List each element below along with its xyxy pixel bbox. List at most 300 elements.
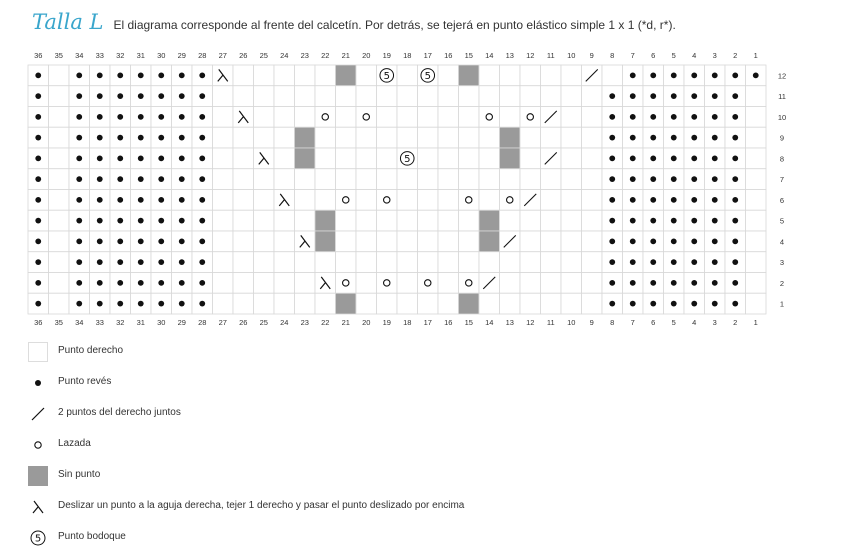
chart-cell xyxy=(746,273,767,294)
chart-cell xyxy=(459,169,480,190)
chart-cell xyxy=(254,190,275,211)
purl-dot-mark xyxy=(691,259,697,265)
purl-dot-mark xyxy=(158,259,164,265)
column-number-bottom: 34 xyxy=(75,318,84,327)
purl-dot-mark xyxy=(35,93,41,99)
chart-cell xyxy=(356,65,377,86)
purl-dot-mark xyxy=(76,218,82,224)
purl-dot-mark xyxy=(97,155,103,161)
chart-cell xyxy=(397,293,418,314)
chart-cell xyxy=(274,107,295,128)
purl-dot-mark xyxy=(138,93,144,99)
chart-cell xyxy=(356,148,377,169)
purl-dot-mark xyxy=(691,218,697,224)
circle-icon xyxy=(28,435,48,455)
column-number-top: 15 xyxy=(464,51,473,60)
chart-cell xyxy=(582,231,603,252)
chart-cell xyxy=(397,252,418,273)
chart-cell xyxy=(746,86,767,107)
chart-cell xyxy=(541,210,562,231)
chart-cell xyxy=(315,107,336,128)
slash-icon xyxy=(28,404,48,424)
purl-dot-mark xyxy=(97,280,103,286)
chart-cell xyxy=(295,107,316,128)
chart-cell xyxy=(418,169,439,190)
column-number-top: 28 xyxy=(198,51,207,60)
column-number-bottom: 6 xyxy=(651,318,656,327)
chart-cell xyxy=(561,148,582,169)
legend-item-bobble xyxy=(28,528,628,548)
row-number: 4 xyxy=(779,237,785,247)
column-number-top: 18 xyxy=(403,51,412,60)
chart-cell xyxy=(459,107,480,128)
purl-dot-mark xyxy=(97,301,103,307)
purl-dot-mark xyxy=(97,93,103,99)
purl-dot-mark xyxy=(732,176,738,182)
row-number: 8 xyxy=(779,154,785,164)
purl-dot-mark xyxy=(97,176,103,182)
chart-cell xyxy=(315,169,336,190)
purl-dot-mark xyxy=(158,114,164,120)
chart-cell xyxy=(213,169,234,190)
purl-dot-mark xyxy=(76,176,82,182)
chart-cell xyxy=(746,127,767,148)
chart-cell xyxy=(541,252,562,273)
row-number: 6 xyxy=(779,195,785,205)
purl-dot-mark xyxy=(609,280,615,286)
purl-dot-mark xyxy=(138,301,144,307)
chart-cell xyxy=(213,148,234,169)
chart-cell xyxy=(233,127,254,148)
chart-cell xyxy=(541,273,562,294)
purl-dot-mark xyxy=(179,93,185,99)
purl-dot-mark xyxy=(650,155,656,161)
purl-dot-mark xyxy=(76,259,82,265)
column-number-bottom: 24 xyxy=(280,318,289,327)
chart-cell xyxy=(746,169,767,190)
purl-dot-mark xyxy=(671,259,677,265)
column-number-top: 35 xyxy=(54,51,63,60)
chart-cell xyxy=(315,65,336,86)
chart-cell xyxy=(254,107,275,128)
chart-cell xyxy=(438,127,459,148)
chart-cell xyxy=(377,210,398,231)
chart-cell xyxy=(479,190,500,211)
purl-dot-mark xyxy=(199,218,205,224)
chart-cell xyxy=(356,210,377,231)
purl-dot-mark xyxy=(609,218,615,224)
purl-dot-mark xyxy=(732,93,738,99)
chart-cell xyxy=(438,107,459,128)
purl-dot-mark xyxy=(609,93,615,99)
chart-cell xyxy=(582,169,603,190)
purl-dot-mark xyxy=(158,176,164,182)
purl-dot-mark xyxy=(712,114,718,120)
chart-cell xyxy=(479,252,500,273)
chart-cell xyxy=(213,293,234,314)
chart-cell xyxy=(295,273,316,294)
purl-dot-mark xyxy=(138,218,144,224)
chart-cell xyxy=(274,252,295,273)
chart-cell xyxy=(336,190,357,211)
purl-dot-mark xyxy=(179,72,185,78)
chart-cell xyxy=(479,127,500,148)
chart-cell xyxy=(418,107,439,128)
legend-item-purl xyxy=(28,373,628,393)
purl-dot-mark xyxy=(712,238,718,244)
purl-dot-mark xyxy=(691,176,697,182)
chart-cell xyxy=(541,231,562,252)
column-number-bottom: 16 xyxy=(444,318,453,327)
column-number-top: 4 xyxy=(692,51,697,60)
chart-cell xyxy=(315,86,336,107)
purl-dot-mark xyxy=(712,197,718,203)
chart-cell xyxy=(356,231,377,252)
chart-cell xyxy=(233,252,254,273)
purl-dot-mark xyxy=(138,72,144,78)
chart-cell xyxy=(254,65,275,86)
chart-cell xyxy=(377,127,398,148)
column-number-top: 6 xyxy=(651,51,656,60)
column-number-bottom: 26 xyxy=(239,318,248,327)
purl-dot-mark xyxy=(691,93,697,99)
chart-cell xyxy=(541,190,562,211)
chart-cell xyxy=(500,127,521,148)
column-number-bottom: 32 xyxy=(116,318,125,327)
purl-dot-mark xyxy=(650,72,656,78)
purl-dot-mark xyxy=(35,114,41,120)
chart-cell xyxy=(295,65,316,86)
chart-cell xyxy=(356,169,377,190)
chart-cell xyxy=(49,107,70,128)
chart-cell xyxy=(336,86,357,107)
purl-dot-mark xyxy=(97,197,103,203)
purl-dot-mark xyxy=(76,155,82,161)
purl-dot-mark xyxy=(732,72,738,78)
chart-cell xyxy=(459,293,480,314)
chart-cell xyxy=(418,127,439,148)
chart-cell xyxy=(274,231,295,252)
column-number-top: 24 xyxy=(280,51,289,60)
chart-cell xyxy=(274,273,295,294)
chart-cell xyxy=(520,107,541,128)
purl-dot-mark xyxy=(117,197,123,203)
chart-cell xyxy=(49,169,70,190)
chart-cell xyxy=(397,107,418,128)
empty-square-icon xyxy=(28,342,48,362)
chart-cell xyxy=(49,86,70,107)
purl-dot-mark xyxy=(97,259,103,265)
purl-dot-mark xyxy=(179,301,185,307)
chart-cell xyxy=(479,65,500,86)
chart-cell xyxy=(254,273,275,294)
column-number-bottom: 11 xyxy=(546,318,555,327)
legend-item-yo xyxy=(28,435,628,455)
purl-dot-mark xyxy=(671,135,677,141)
column-number-top: 19 xyxy=(382,51,391,60)
purl-dot-mark xyxy=(691,238,697,244)
chart-cell xyxy=(254,231,275,252)
purl-dot-mark xyxy=(35,155,41,161)
chart-cell xyxy=(213,127,234,148)
legend-label: 2 puntos del derecho juntos xyxy=(58,407,181,418)
chart-cell xyxy=(233,273,254,294)
chart-cell xyxy=(315,210,336,231)
purl-dot-mark xyxy=(712,218,718,224)
chart-cell xyxy=(582,148,603,169)
chart-cell xyxy=(541,293,562,314)
row-number: 7 xyxy=(779,175,785,185)
purl-dot-mark xyxy=(97,72,103,78)
chart-cell xyxy=(459,65,480,86)
column-number-bottom: 30 xyxy=(157,318,166,327)
purl-dot-mark xyxy=(671,72,677,78)
chart-cell xyxy=(520,169,541,190)
chart-cell xyxy=(49,65,70,86)
column-number-top: 25 xyxy=(259,51,268,60)
chart-cell xyxy=(561,127,582,148)
purl-dot-mark xyxy=(158,135,164,141)
purl-dot-mark xyxy=(199,114,205,120)
purl-dot-mark xyxy=(712,301,718,307)
purl-dot-mark xyxy=(76,238,82,244)
chart-cell xyxy=(582,252,603,273)
purl-dot-mark xyxy=(650,238,656,244)
chart-cell xyxy=(561,65,582,86)
purl-dot-mark xyxy=(712,72,718,78)
chart-cell xyxy=(254,169,275,190)
column-number-top: 22 xyxy=(321,51,330,60)
chart-cell xyxy=(315,127,336,148)
purl-dot-mark xyxy=(712,155,718,161)
chart-cell xyxy=(520,273,541,294)
column-number-top: 14 xyxy=(485,51,494,60)
purl-dot-mark xyxy=(179,259,185,265)
chart-cell xyxy=(520,148,541,169)
chart-cell xyxy=(336,148,357,169)
column-number-bottom: 36 xyxy=(34,318,43,327)
chart-cell xyxy=(746,148,767,169)
legend-item-knit xyxy=(28,342,628,362)
chart-cell xyxy=(213,107,234,128)
purl-dot-mark xyxy=(35,72,41,78)
chart-cell xyxy=(336,210,357,231)
chart-cell xyxy=(315,190,336,211)
chart-cell xyxy=(500,210,521,231)
purl-dot-mark xyxy=(732,135,738,141)
dot-icon xyxy=(28,373,48,393)
purl-dot-mark xyxy=(35,135,41,141)
column-number-bottom: 22 xyxy=(321,318,330,327)
chart-cell xyxy=(295,86,316,107)
chart-cell xyxy=(746,190,767,211)
purl-dot-mark xyxy=(35,259,41,265)
chart-cell xyxy=(500,65,521,86)
chart-cell xyxy=(561,107,582,128)
chart-cell xyxy=(295,210,316,231)
chart-cell xyxy=(233,65,254,86)
purl-dot-mark xyxy=(650,135,656,141)
chart-cell xyxy=(49,231,70,252)
column-number-top: 3 xyxy=(712,51,717,60)
chart-cell xyxy=(438,293,459,314)
purl-dot-mark xyxy=(671,155,677,161)
purl-dot-mark xyxy=(35,301,41,307)
chart-cell xyxy=(479,210,500,231)
purl-dot-mark xyxy=(117,301,123,307)
chart-cell xyxy=(479,148,500,169)
purl-dot-mark xyxy=(630,176,636,182)
column-number-bottom: 10 xyxy=(567,318,576,327)
chart-cell xyxy=(438,148,459,169)
chart-cell xyxy=(479,86,500,107)
chart-cell xyxy=(561,252,582,273)
column-number-top: 27 xyxy=(218,51,227,60)
chart-cell xyxy=(49,273,70,294)
chart-cell xyxy=(746,210,767,231)
chart-cell xyxy=(582,190,603,211)
purl-dot-mark xyxy=(199,72,205,78)
chart-cell xyxy=(233,86,254,107)
chart-cell xyxy=(315,148,336,169)
circled-five-icon xyxy=(28,528,48,548)
column-number-top: 9 xyxy=(589,51,594,60)
chart-cell xyxy=(459,273,480,294)
chart-cell xyxy=(746,252,767,273)
column-number-bottom: 4 xyxy=(692,318,697,327)
chart-cell xyxy=(397,65,418,86)
chart-cell xyxy=(541,169,562,190)
chart-cell xyxy=(397,86,418,107)
purl-dot-mark xyxy=(671,218,677,224)
column-number-bottom: 27 xyxy=(218,318,227,327)
purl-dot-mark xyxy=(179,218,185,224)
purl-dot-mark xyxy=(138,176,144,182)
chart-cell xyxy=(377,107,398,128)
chart-cell xyxy=(541,65,562,86)
chart-cell xyxy=(459,210,480,231)
purl-dot-mark xyxy=(671,280,677,286)
chart-cell xyxy=(459,231,480,252)
column-number-top: 21 xyxy=(341,51,350,60)
purl-dot-mark xyxy=(630,135,636,141)
chart-cell xyxy=(459,190,480,211)
chart-cell xyxy=(49,190,70,211)
row-number: 9 xyxy=(779,133,785,143)
chart-cell xyxy=(336,293,357,314)
chart-cell xyxy=(418,148,439,169)
purl-dot-mark xyxy=(691,135,697,141)
chart-cell xyxy=(418,293,439,314)
chart-cell xyxy=(397,169,418,190)
purl-dot-mark xyxy=(691,114,697,120)
chart-cell xyxy=(459,148,480,169)
chart-cell xyxy=(377,231,398,252)
purl-dot-mark xyxy=(117,135,123,141)
chart-cell xyxy=(49,127,70,148)
chart-cell xyxy=(438,86,459,107)
chart-cell xyxy=(49,293,70,314)
purl-dot-mark xyxy=(712,176,718,182)
chart-cell xyxy=(377,293,398,314)
chart-cell xyxy=(746,107,767,128)
chart-cell xyxy=(356,107,377,128)
chart-cell xyxy=(582,127,603,148)
column-number-bottom: 21 xyxy=(341,318,350,327)
purl-dot-mark xyxy=(199,259,205,265)
purl-dot-mark xyxy=(609,301,615,307)
column-number-bottom: 23 xyxy=(300,318,309,327)
purl-dot-mark xyxy=(753,72,759,78)
chart-cell xyxy=(336,107,357,128)
column-number-bottom: 14 xyxy=(485,318,494,327)
purl-dot-mark xyxy=(630,155,636,161)
bobble-mark-label: 5 xyxy=(383,70,390,82)
column-number-top: 5 xyxy=(671,51,676,60)
purl-dot-mark xyxy=(732,114,738,120)
purl-dot-mark xyxy=(691,301,697,307)
column-number-bottom: 19 xyxy=(382,318,391,327)
chart-cell xyxy=(213,86,234,107)
chart-cell xyxy=(438,169,459,190)
chart-cell xyxy=(582,210,603,231)
chart-cell xyxy=(274,148,295,169)
chart-cell xyxy=(561,86,582,107)
purl-dot-mark xyxy=(199,238,205,244)
column-number-top: 31 xyxy=(136,51,145,60)
purl-dot-mark xyxy=(179,280,185,286)
chart-cell xyxy=(254,210,275,231)
column-number-top: 33 xyxy=(95,51,104,60)
chart-cell xyxy=(418,210,439,231)
column-number-top: 1 xyxy=(753,51,758,60)
chart-cell xyxy=(561,231,582,252)
column-number-bottom: 25 xyxy=(259,318,268,327)
chart-cell xyxy=(479,107,500,128)
purl-dot-mark xyxy=(732,301,738,307)
chart-cell xyxy=(541,86,562,107)
purl-dot-mark xyxy=(199,301,205,307)
purl-dot-mark xyxy=(76,93,82,99)
chart-cell xyxy=(274,293,295,314)
chart-cell xyxy=(336,231,357,252)
purl-dot-mark xyxy=(97,238,103,244)
purl-dot-mark xyxy=(650,93,656,99)
column-number-bottom: 29 xyxy=(177,318,186,327)
chart-cell xyxy=(479,231,500,252)
column-number-bottom: 1 xyxy=(753,318,758,327)
chart-cell xyxy=(254,127,275,148)
chart-cell xyxy=(438,252,459,273)
chart-cell xyxy=(500,107,521,128)
column-number-bottom: 13 xyxy=(505,318,514,327)
purl-dot-mark xyxy=(117,155,123,161)
chart-cell xyxy=(520,127,541,148)
chart-cell xyxy=(274,169,295,190)
chart-cell xyxy=(274,127,295,148)
chart-cell xyxy=(561,169,582,190)
row-number: 12 xyxy=(777,71,787,81)
chart-cell xyxy=(561,293,582,314)
purl-dot-mark xyxy=(199,176,205,182)
purl-dot-mark xyxy=(158,197,164,203)
purl-dot-mark xyxy=(97,114,103,120)
lambda-icon xyxy=(28,497,48,517)
column-number-top: 36 xyxy=(34,51,43,60)
chart-cell xyxy=(274,86,295,107)
purl-dot-mark xyxy=(199,280,205,286)
legend-label: Lazada xyxy=(58,438,91,449)
